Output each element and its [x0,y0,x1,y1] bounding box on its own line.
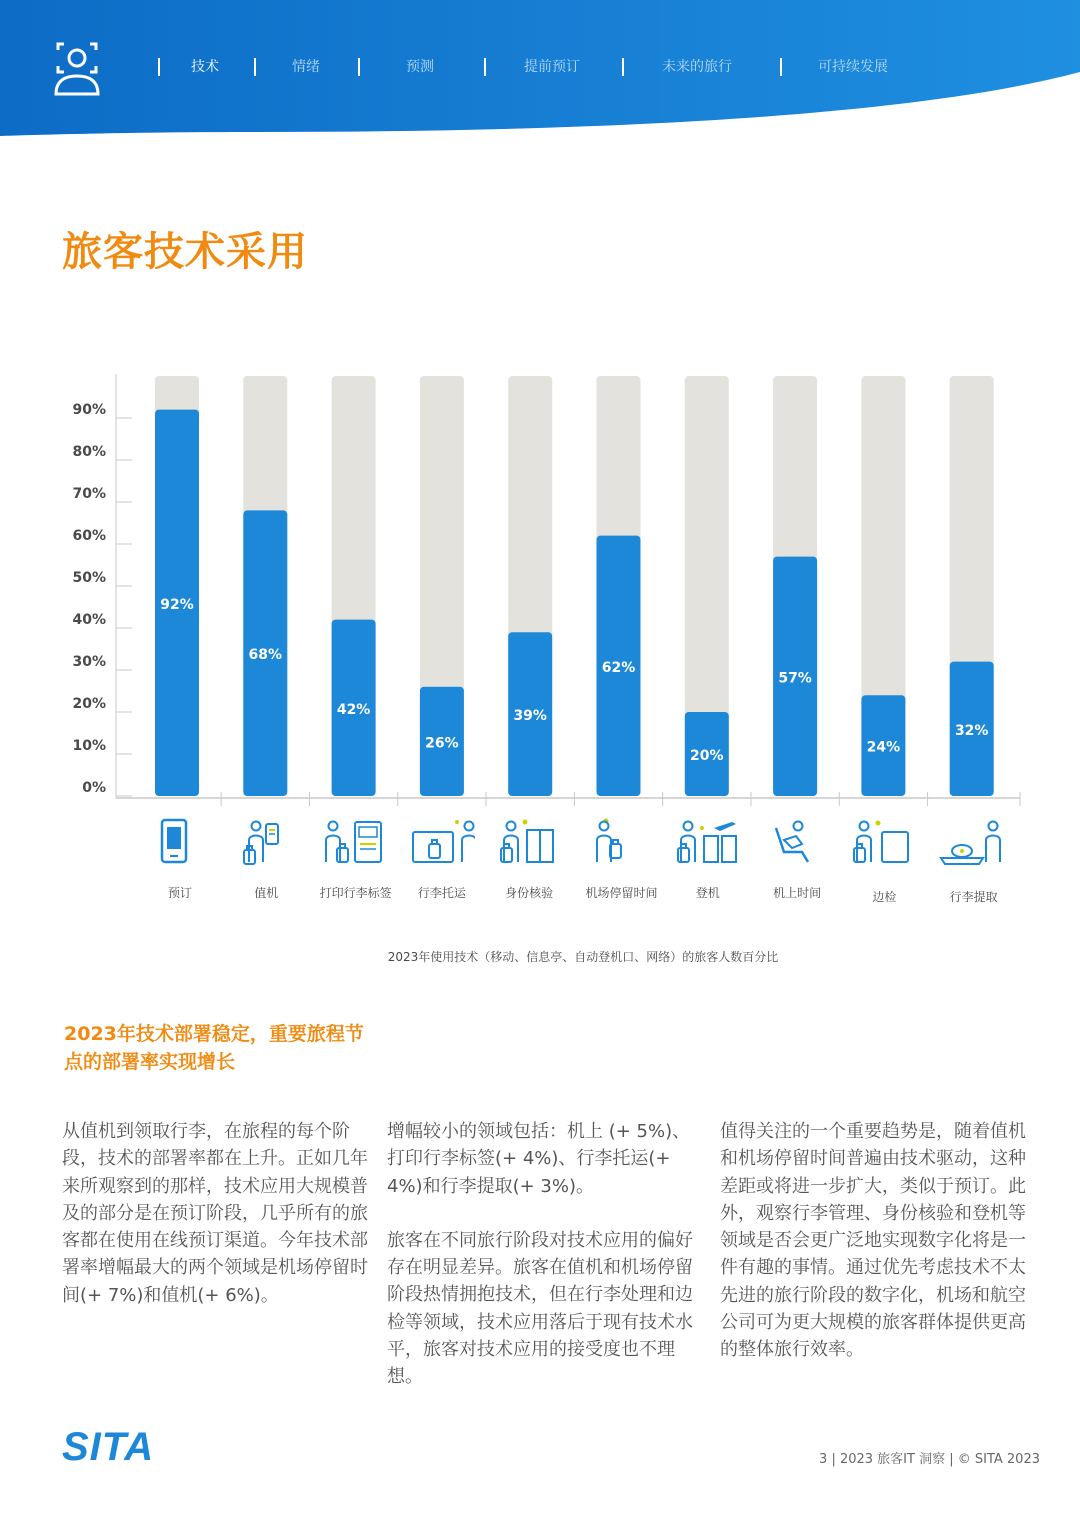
category-label: 登机 [695,886,720,900]
y-tick-label: 60% [72,528,106,544]
y-tick-label: 30% [72,654,106,670]
airport-dwell-icon [579,818,659,874]
mobile-icon [137,818,217,874]
text-column-3 [720,1118,1028,1391]
nav-separator [254,58,256,76]
y-tick-label: 10% [72,738,106,754]
bar-value-label: 68% [248,647,283,664]
category-label: 预订 [167,886,192,900]
y-tick-label: 90% [72,402,106,418]
sita-logo: SITA [62,1425,155,1469]
nav-tab-2[interactable]: 情绪 [292,59,320,75]
nav-separator [358,58,360,76]
page-footer: 3 | 2023 旅客IT 洞察 | © SITA 2023 [819,1452,1040,1467]
category-label: 行李提取 [949,890,998,904]
in-flight-icon [755,818,835,874]
y-tick-label: 40% [72,612,106,628]
nav-separator [158,58,160,76]
page-title: 旅客技术采用 [62,229,308,275]
nav-tab-1[interactable]: 技术 [191,59,219,75]
bar-value-label: 42% [336,701,371,718]
bag-tag-kiosk-icon [314,818,394,874]
section-subheading: 2023年技术部署稳定，重要旅程节点的部署率实现增长 [64,1023,364,1073]
paragraph: 增幅较小的领域包括：机上 (+ 5%)、打印行李标签(+ 4%)、行李托运(+ 4%)和行李提取(+ 3%)。 [387,1121,691,1197]
baggage-claim-icon [932,818,1012,874]
bar-value-label: 39% [513,708,547,725]
category-label: 值机 [254,886,279,900]
id-check-icon [490,818,570,874]
bag-drop-icon [402,818,482,874]
nav-tab-3[interactable]: 预测 [406,59,434,75]
bar-value-label: 62% [601,659,636,676]
category-label: 行李托运 [417,886,466,900]
bar-value-label: 32% [954,722,989,739]
bar-value-label: 20% [690,748,724,764]
border-control-icon [843,818,923,874]
paragraph: 旅客在不同旅行阶段对技术应用的偏好存在明显差异。旅客在值机和机场停留阶段热情拥抱技术，但在行李处理和边检等领域，技术应用落后于现有技术水平，旅客对技术应用的接受度也不理想。 [387,1229,693,1388]
bar-value-label: 57% [778,670,812,687]
y-tick-label: 0% [82,780,106,796]
bar-value-label: 92% [160,596,194,613]
nav-separator [622,58,624,76]
category-label: 身份核验 [505,886,554,900]
top-navigation [0,56,1080,80]
check-in-icon [225,818,305,874]
nav-tab-6[interactable]: 可持续发展 [818,59,888,75]
bar-value-label: 26% [425,735,459,752]
category-label: 机场停留时间 [585,886,658,900]
category-label: 边检 [872,890,897,904]
nav-separator [484,58,486,76]
text-column-2 [387,1118,697,1418]
category-label: 打印行李标签 [319,886,392,900]
y-tick-label: 20% [72,696,106,712]
nav-tab-5[interactable]: 未来的旅行 [662,59,732,75]
paragraph: 值得关注的一个重要趋势是，随着值机和机场停留时间普遍由技术驱动，这种差距或将进一步扩大，类似于预订。此外，观察行李管理、身份核验和登机等领域是否会更广泛地实现数字化将是一件有趣的事情。通过优先考虑技术不太先进的旅行阶段的数字化，机场和航空公司可为更大规模的旅客群体提供更高的整体旅行效率。 [720,1121,1026,1361]
category-label: 机上时间 [773,886,822,900]
text-column-1 [62,1118,374,1336]
nav-tab-4[interactable]: 提前预订 [524,59,580,75]
paragraph: 从值机到领取行李，在旅程的每个阶段，技术的部署率都在上升。正如几年来所观察到的那样，技术应用大规模普及的部分是在预订阶段，几乎所有的旅客都在使用在线预订渠道。今年技术部署率增幅最大的两个领域是机场停留时间(+ 7%)和值机(+ 6%)。 [62,1121,368,1306]
boarding-icon [667,818,747,874]
y-tick-label: 50% [72,570,106,586]
nav-separator [780,58,782,76]
y-tick-label: 80% [72,444,106,460]
y-tick-label: 70% [72,486,106,502]
chart-caption: 2023年使用技术（移动、信息亭、自动登机口、网络）的旅客人数百分比 [387,950,779,964]
bar-value-label: 24% [866,739,901,756]
